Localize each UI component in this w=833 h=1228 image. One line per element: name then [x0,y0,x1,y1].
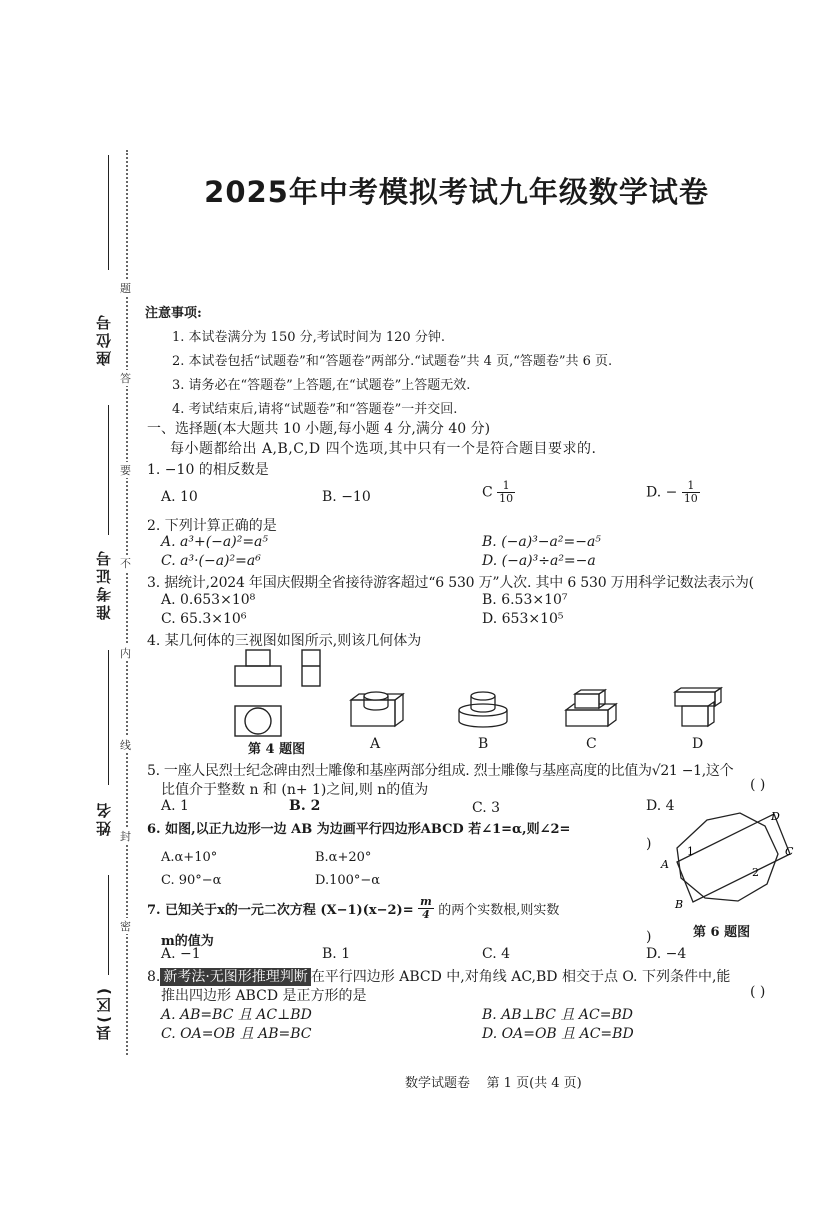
q6-option-b: B.α+20° [315,850,372,865]
q4-three-views [230,648,330,738]
q8-answer-paren: ( ) [750,984,766,1000]
q6-option-c: C. 90°−α [161,873,222,888]
q5-option-a: A. 1 [161,798,189,814]
q3-stem: 3. 据统计,2024 年国庆假期全省接待游客超过“6 530 万”人次. 其中 6 530 万用科学记数法表示为( [147,575,754,591]
q3-option-b: B. 6.53×10⁷ [482,592,568,608]
q5-option-d: D. 4 [646,798,675,814]
q4-stem: 4. 某几何体的三视图如图所示,则该几何体为 [147,633,422,649]
q6-angle-1: 1 [687,845,694,858]
q2-option-a: A. a³+(−a)²=a⁵ [161,534,269,550]
notice-item: 4. 考试结束后,请将“试题卷”和“答题卷”一并交回. [172,402,458,417]
binding-line [108,875,109,975]
q1-option-c: C $\frac{1}{10}$ [482,479,514,505]
q2-option-b: B. (−a)³−a²=−a⁵ [482,534,601,550]
q6-nonagon-figure [655,808,805,918]
q5-line1: 5. 一座人民烈士纪念碑由烈士雕像和基座两部分组成. 烈士雕像与基座高度的比值为√21 −1,这个 [147,763,734,779]
q2-option-c: C. a³·(−a)²=a⁶ [161,553,261,569]
q3-option-d: D. 653×10⁵ [482,611,564,627]
q7-option-b: B. 1 [322,946,351,962]
q4-figure-label: 第 4 题图 [248,742,306,757]
seal-char: 要 [120,464,131,477]
q4-option-b-figure [455,688,513,733]
notice-item: 2. 本试卷包括“试题卷”和“答题卷”两部分.“试题卷”共 4 页,“答题卷”共 6 页. [172,354,613,369]
q5-answer-paren: ( ) [750,777,766,793]
seal-char: 封 [120,830,131,843]
q2-stem: 2. 下列计算正确的是 [147,518,277,534]
q6-answer-paren: ) [646,836,652,852]
seal-char: 内 [120,647,131,660]
q5-option-b: B. 2 [289,798,321,814]
q1-option-b: B. −10 [322,489,371,505]
county-label: 县(区) [95,985,113,1041]
q6-option-a: A.α+10° [161,850,218,865]
q4-option-c: C [586,736,597,752]
q6-point-d: D [771,810,780,823]
notice-heading: 注意事项: [145,306,202,321]
q7-stem: 7. 已知关于x的一元二次方程 (X−1)(x−2)= $\frac{m}{4}$ 的两个实数根,则实数 [147,895,560,921]
page-title: 2025年中考模拟考试九年级数学试卷 [204,175,709,209]
seal-char: 不 [120,557,131,570]
q8-option-a: A. AB=BC 且 AC⊥BD [161,1007,312,1023]
seal-char: 线 [120,739,131,752]
q4-option-d: D [692,736,704,752]
notice-item: 3. 请务必在“答题卷”上答题,在“试题卷”上答题无效. [172,378,471,393]
q8-line1: 8. 新考法·无图形推理判断 在平行四边形 ABCD 中,对角线 AC,BD 相交于点 O. 下列条件中,能 [147,969,731,985]
name-label: 姓名 [95,800,113,836]
q7-line2: m的值为 [161,934,214,949]
seal-char: 答 [120,372,131,385]
q7-answer-paren: ) [646,929,652,945]
q7-option-c: C. 4 [482,946,511,962]
seal-char: 密 [120,920,131,933]
q6-angle-2: 2 [752,866,759,879]
section-heading: 一、选择题(本大题共 10 小题,每小题 4 分,满分 40 分) [147,421,491,437]
q1-stem: 1. −10 的相反数是 [147,462,269,478]
section-instruction: 每小题都给出 A,B,C,D 四个选项,其中只有一个是符合题目要求的. [170,441,597,457]
q5-line2: 比值介于整数 n 和 (n+ 1)之间,则 n的值为 [161,782,429,798]
q3-option-c: C. 65.3×10⁶ [161,611,247,627]
q2-option-d: D. (−a)³÷a²=−a [482,553,596,569]
q8-option-b: B. AB⊥BC 且 AC=BD [482,1007,633,1023]
q4-option-b: B [478,736,489,752]
q8-line2: 推出四边形 ABCD 是正方形的是 [161,988,367,1004]
q7-option-d: D. −4 [646,946,687,962]
q7-option-a: A. −1 [161,946,201,962]
q4-option-d-figure [670,688,728,733]
q4-option-c-figure [563,688,621,733]
q8-option-c: C. OA=OB 且 AB=BC [161,1026,312,1042]
q4-option-a-figure [348,688,406,733]
binding-line [108,650,109,785]
seat-number-label: 座位号 [95,312,113,366]
q6-option-d: D.100°−α [315,873,381,888]
q4-option-a: A [370,736,381,752]
binding-line [108,405,109,535]
q3-option-a: A. 0.653×10⁸ [161,592,256,608]
exam-number-label: 准考证号 [95,548,113,620]
q8-new-method-tag: 新考法·无图形推理判断 [160,968,310,986]
q6-figure-label: 第 6 题图 [693,925,751,940]
q6-point-b: B [675,898,684,911]
q5-option-c: C. 3 [472,800,501,816]
q6-point-c: C [785,845,794,858]
q8-option-d: D. OA=OB 且 AC=BD [482,1026,634,1042]
seal-char: 题 [120,282,131,295]
notice-item: 1. 本试卷满分为 150 分,考试时间为 120 分钟. [172,330,445,345]
q1-option-d: D. − $\frac{1}{10}$ [646,479,698,505]
page-footer: 数学试题卷 第 1 页(共 4 页) [405,1076,582,1091]
q1-option-a: A. 10 [161,489,198,505]
q6-point-a: A [661,858,669,871]
q6-stem: 6. 如图,以正九边形一边 AB 为边画平行四边形ABCD 若∠1=α,则∠2= [147,822,571,837]
